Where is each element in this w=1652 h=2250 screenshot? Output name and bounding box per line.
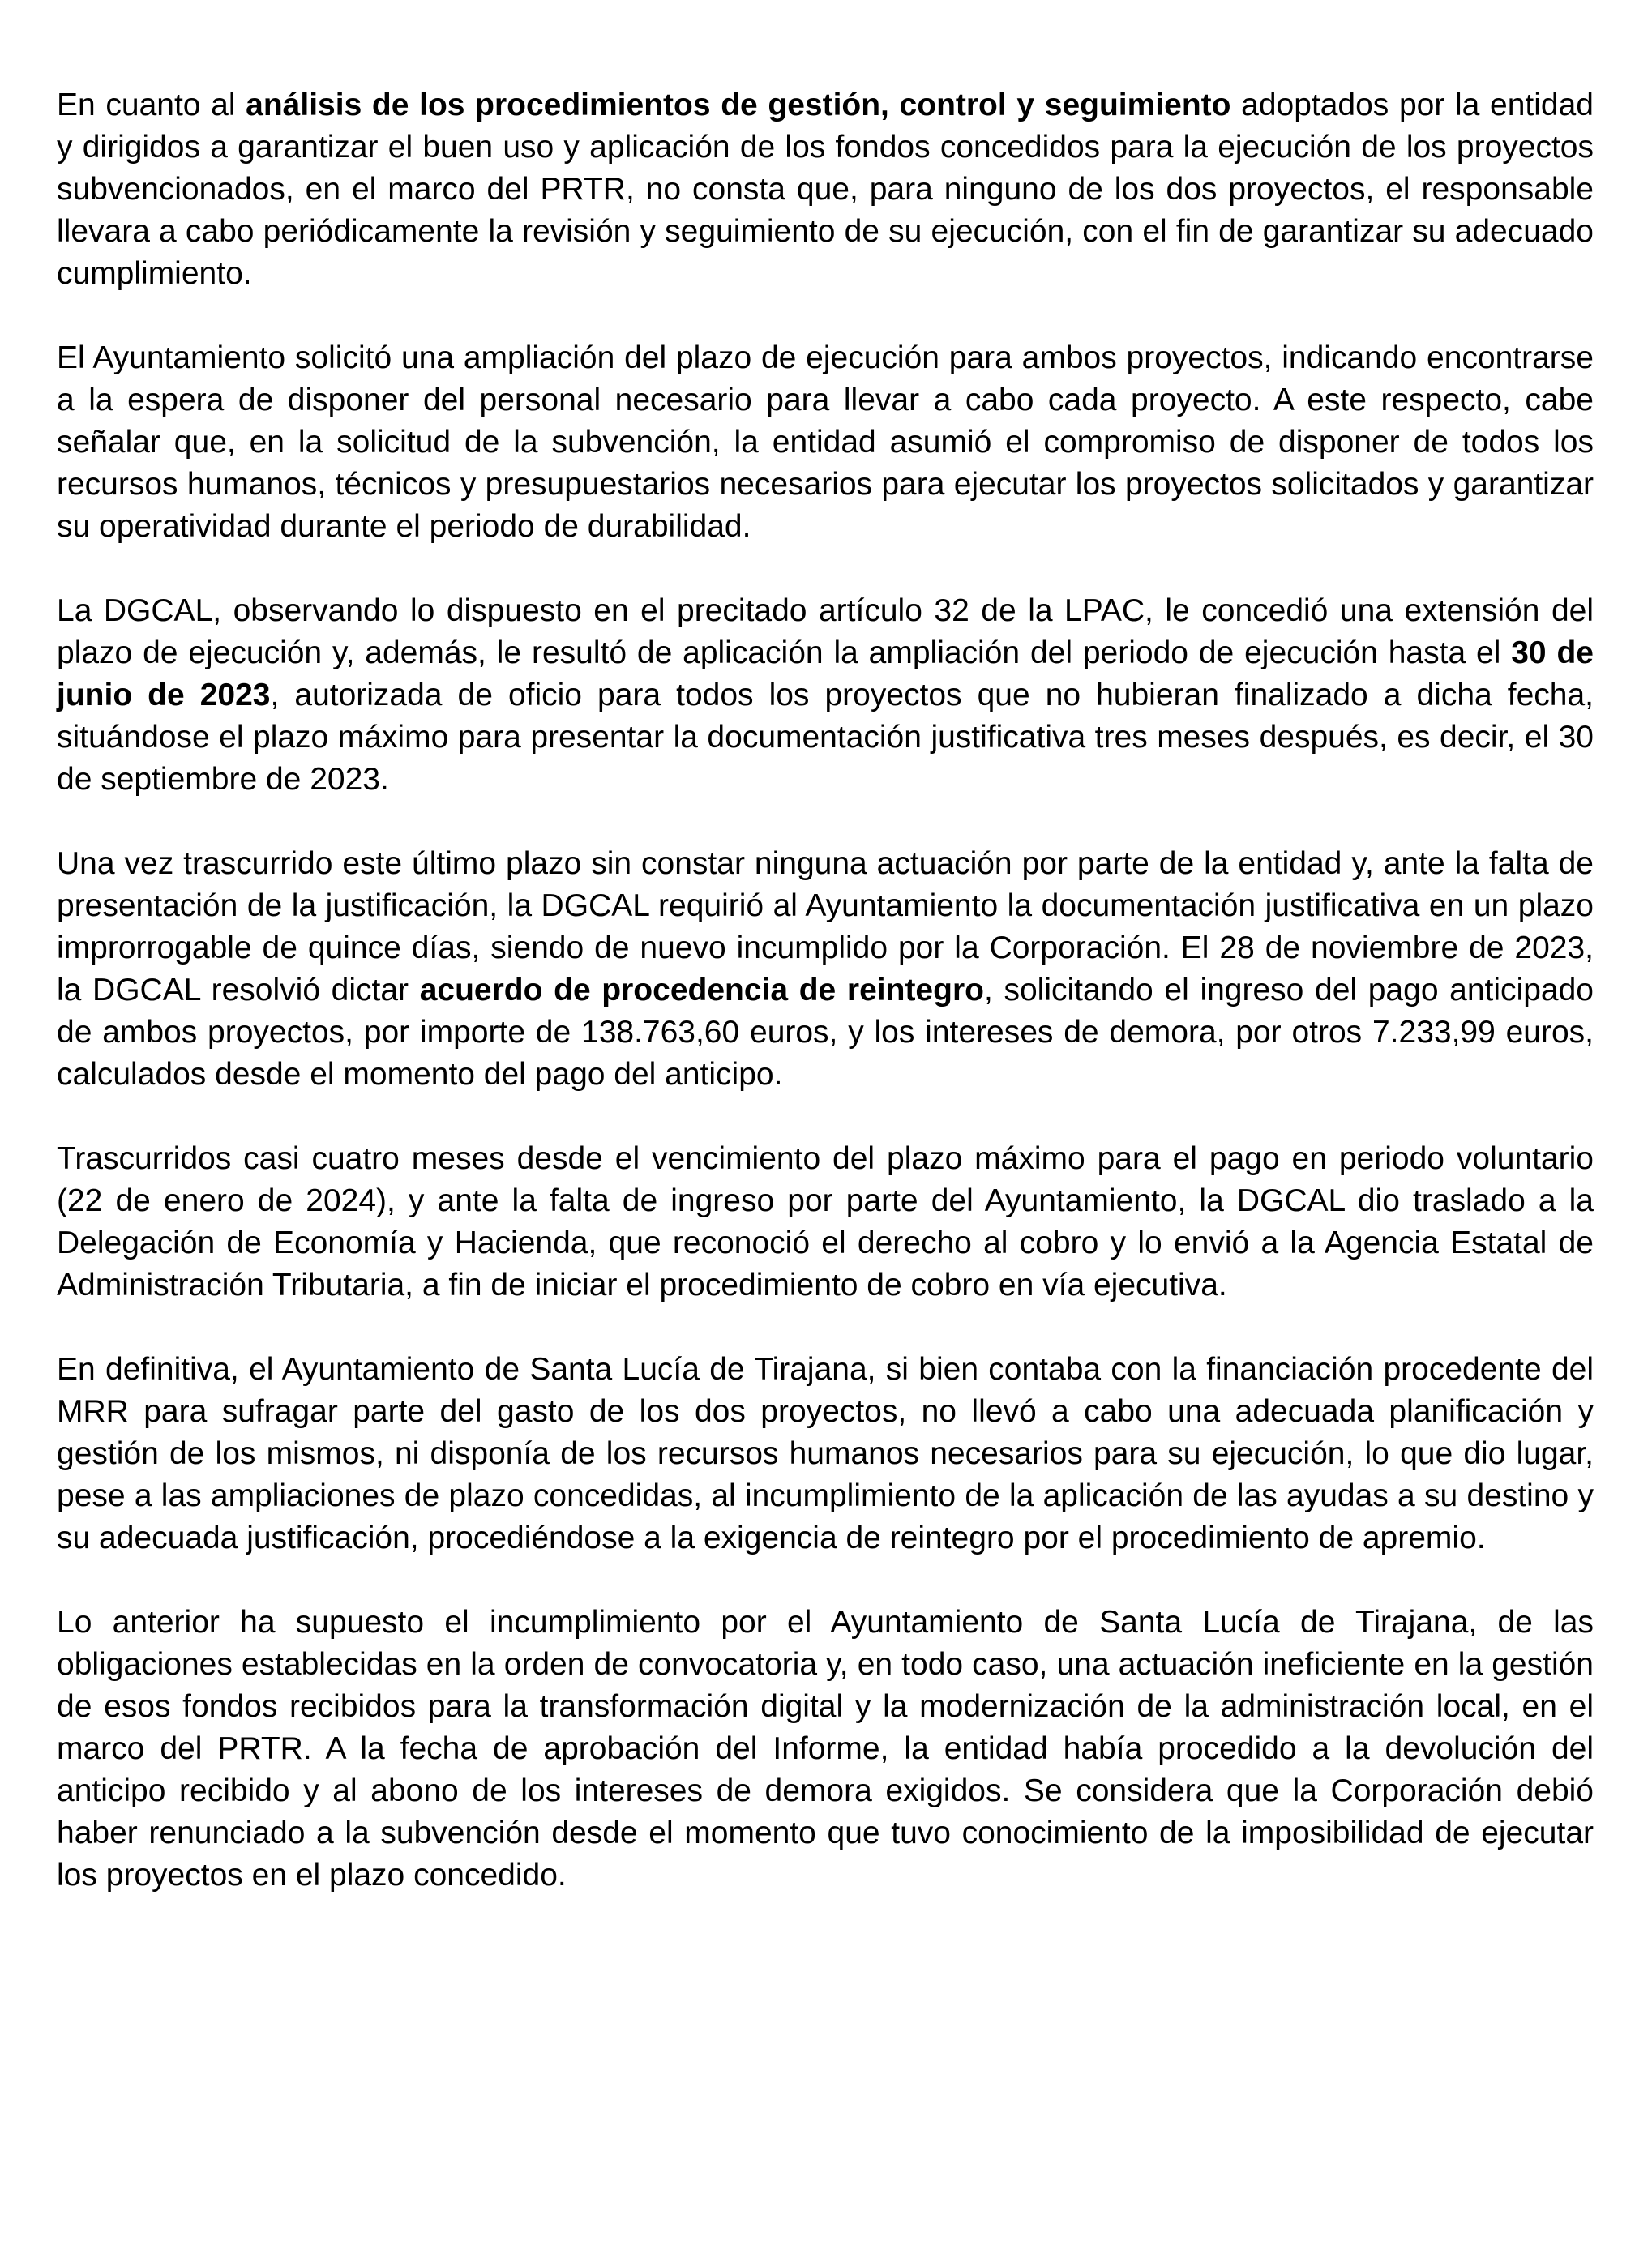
body-text: En cuanto al (57, 88, 246, 122)
document-body (57, 84, 1594, 1897)
body-text: Una vez trascurrido este último plazo sin constar ninguna actuación por parte de la entidad y, ante la falta de presentación de la justificación, la DGCAL requirió al Ayuntamiento la documentación justificativa en un plazo improrrogable de quince días, siendo de nuevo incumplido por la Corporación. El 28 de noviembre de 2023, la DGCAL resolvió dictar (57, 846, 1594, 1007)
body-text: La DGCAL, observando lo dispuesto en el precitado artículo 32 de la LPAC, le concedió una extensión del plazo de ejecución y, además, le resultó de aplicación la ampliación del periodo de ejecución hasta el (57, 593, 1594, 670)
paragraph (57, 84, 1594, 295)
body-text: Trascurridos casi cuatro meses desde el vencimiento del plazo máximo para el pago en periodo voluntario (22 de enero de 2024), y ante la falta de ingreso por parte del Ayuntamiento, la DGCAL dio traslado a la Delegación de Economía y Hacienda, que reconoció el derecho al cobro y lo envió a la Agencia Estatal de Administración Tributaria, a fin de iniciar el procedimiento de cobro en vía ejecutiva. (57, 1141, 1594, 1303)
body-text: Lo anterior ha supuesto el incumplimiento por el Ayuntamiento de Santa Lucía de Tirajana, de las obligaciones establecidas en la orden de convocatoria y, en todo caso, una actuación ineficiente en la gestión de esos fondos recibidos para la transformación digital y la modernización de la administración local, en el marco del PRTR. A la fecha de aprobación del Informe, la entidad había procedido a la devolución del anticipo recibido y al abono de los intereses de demora exigidos. Se considera que la Corporación debió haber renunciado a la subvención desde el momento que tuvo conocimiento de la imposibilidad de ejecutar los proyectos en el plazo concedido. (57, 1605, 1594, 1893)
paragraph (57, 1602, 1594, 1897)
paragraph (57, 590, 1594, 801)
emphasis-text: 30 de junio de 2023 (57, 635, 1594, 712)
body-text: En definitiva, el Ayuntamiento de Santa Lucía de Tirajana, si bien contaba con la financiación procedente del MRR para sufragar parte del gasto de los dos proyectos, no llevó a cabo una adecuada planificación y gestión de los mismos, ni disponía de los recursos humanos necesarios para su ejecución, lo que dio lugar, pese a las ampliaciones de plazo concedidas, al incumplimiento de la aplicación de las ayudas a su destino y su adecuada justificación, procediéndose a la exigencia de reintegro por el procedimiento de apremio. (57, 1352, 1594, 1555)
body-text: El Ayuntamiento solicitó una ampliación del plazo de ejecución para ambos proyectos, indicando encontrarse a la espera de disponer del personal necesario para llevar a cabo cada proyecto. A este respecto, cabe señalar que, en la solicitud de la subvención, la entidad asumió el compromiso de disponer de todos los recursos humanos, técnicos y presupuestarios necesarios para ejecutar los proyectos solicitados y garantizar su operatividad durante el periodo de durabilidad. (57, 340, 1594, 544)
paragraph (57, 1349, 1594, 1559)
body-text: , autorizada de oficio para todos los proyectos que no hubieran finalizado a dicha fecha, situándose el plazo máximo para presentar la documentación justificativa tres meses después, es decir, el 30 de septiembre de 2023. (57, 678, 1594, 797)
emphasis-text: análisis de los procedimientos de gestión, control y seguimiento (246, 88, 1231, 122)
paragraph (57, 1138, 1594, 1307)
emphasis-text: acuerdo de procedencia de reintegro (419, 973, 984, 1007)
paragraph (57, 843, 1594, 1096)
body-text: adoptados por la entidad y dirigidos a garantizar el buen uso y aplicación de los fondos concedidos para la ejecución de los proyectos subvencionados, en el marco del PRTR, no consta que, para ninguno de los dos proyectos, el responsable llevara a cabo periódicamente la revisión y seguimiento de su ejecución, con el fin de garantizar su adecuado cumplimiento. (57, 88, 1594, 291)
body-text: , solicitando el ingreso del pago anticipado de ambos proyectos, por importe de 138.763,60 euros, y los intereses de demora, por otros 7.233,99 euros, calculados desde el momento del pago del anticipo. (57, 973, 1594, 1092)
paragraph (57, 337, 1594, 548)
